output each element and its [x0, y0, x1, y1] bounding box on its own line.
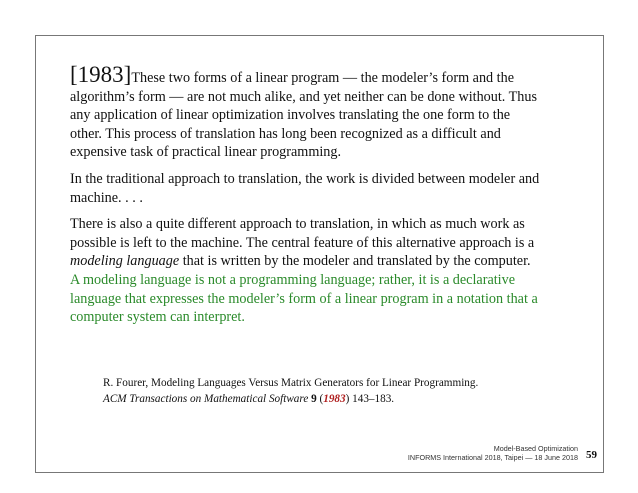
citation-line-2: [103, 391, 573, 407]
quote-paragraph-1: [70, 62, 540, 162]
modeling-language-term: modeling language: [70, 253, 180, 270]
citation-volume: 9: [311, 393, 317, 405]
quote-block: [70, 62, 540, 335]
citation-pages: 143–183.: [352, 393, 395, 405]
quote-paragraph-1-text: These two forms of a linear program — the modeler’s form and the algorithm’s form — are not much alike, and yet neither can be done without. Thus any application of linear optimization involves translating the one form to the other. This process of translation has long been recognized as a difficult and expensive task of practical linear programming.: [70, 70, 538, 161]
footer-title: Model-Based Optimization: [493, 444, 578, 453]
citation-year: 1983: [323, 393, 346, 405]
citation: [103, 375, 573, 407]
citation-journal: ACM Transactions on Mathematical Software: [103, 393, 309, 405]
citation-year-open: (: [316, 393, 324, 405]
citation-line-1: R. Fourer, Modeling Languages Versus Matrix Generators for Linear Programming.: [103, 377, 479, 389]
footer: [408, 444, 578, 462]
quote-paragraph-3-pre: There is also a quite different approach to translation, in which as much work as possible is left to the machine. The central feature of this alternative approach is a: [70, 216, 535, 251]
page-number: 59: [586, 449, 597, 461]
quote-paragraph-3: [70, 215, 540, 327]
quote-paragraph-3-mid: that is written by the modeler and translated by the computer.: [179, 253, 531, 270]
footer-event: INFORMS International 2018, Taipei — 18 June 2018: [407, 453, 578, 462]
quote-paragraph-2: In the traditional approach to translation, the work is divided between modeler and machine. . . .: [70, 170, 540, 206]
citation-year-close: ): [345, 393, 353, 405]
highlighted-definition: A modeling language is not a programming language; rather, it is a declarative language that expresses the modeler’s form of a linear program in a notation that a computer system can interpret.: [70, 271, 538, 326]
quote-year-bracket: [1983]: [70, 62, 132, 87]
